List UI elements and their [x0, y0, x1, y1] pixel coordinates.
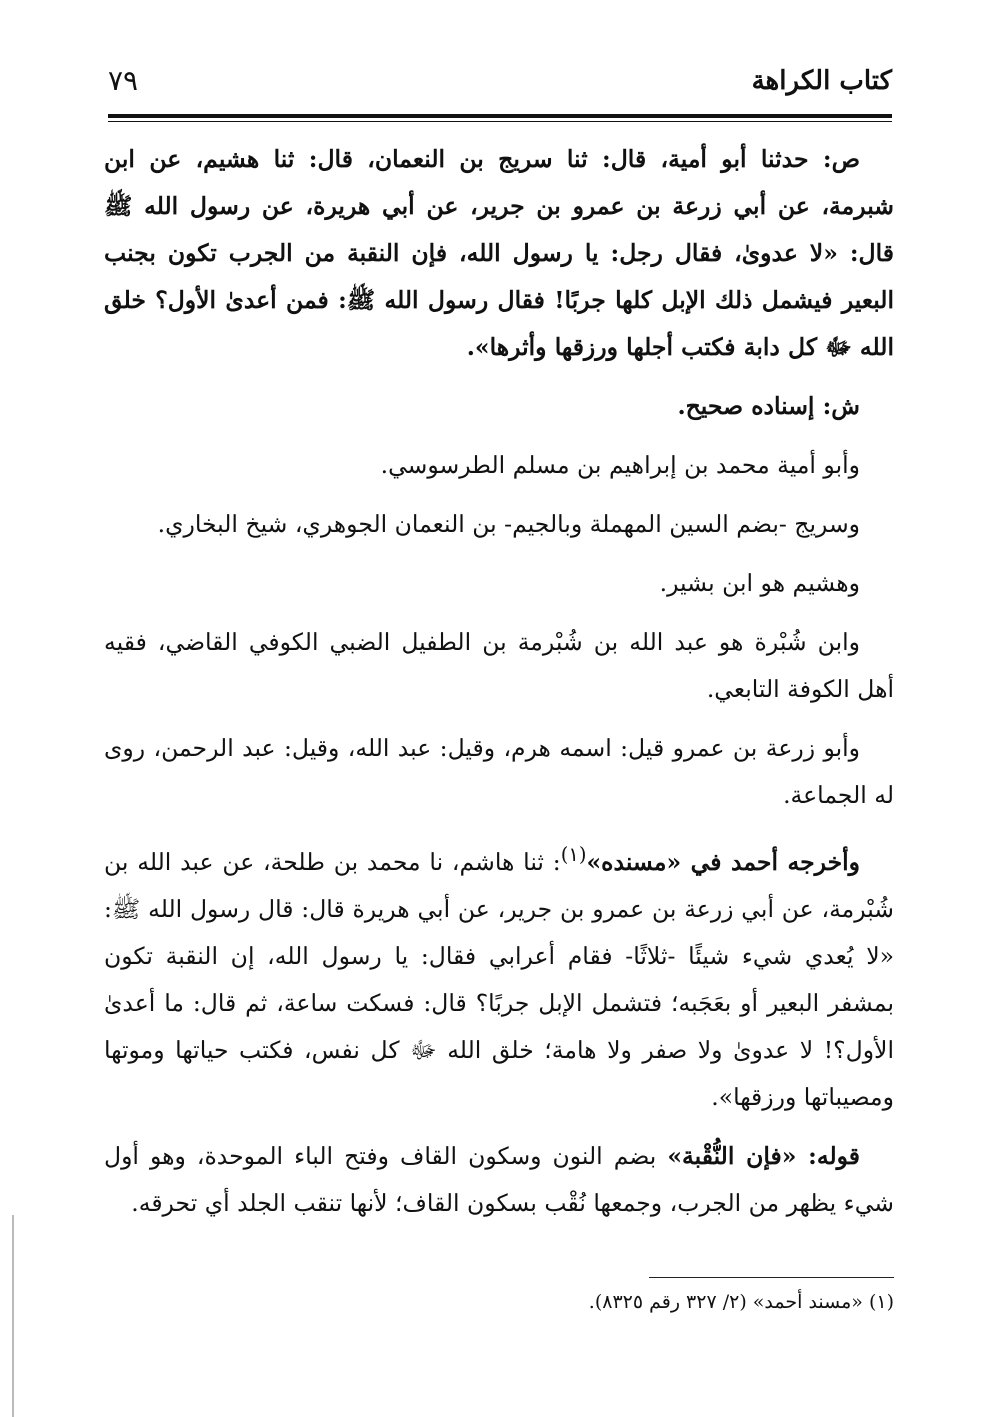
running-header — [108, 66, 892, 110]
takhrij-text: : ثنا هاشم، نا محمد بن طلحة، عن عبد الله بن شُبْرمة، عن أبي زرعة بن عمرو بن جرير، عن أبي هريرة قال: قال رسول الله ﷺ: «لا يُعدي شيء شيئًا -ثلاثًا- فقام أعرابي فقال: يا رسول الله، إن النقبة تكون بمشفر البعير أو بعَجَبه؛ فتشمل الإبل جربًا؟ قال: فسكت ساعة، ثم قال: ما أعدىٰ الأول؟! لا عدوىٰ ولا صفر ولا هامة؛ خلق الله ﷻ كل نفس، فكتب حياتها وموتها ومصيباتها ورزقها». — [104, 847, 894, 1111]
chapter-title: كتاب الكراهة — [751, 66, 892, 96]
footnote: (١) «مسند أحمد» (٢/ ٣٢٧ رقم ٨٣٢٥). — [588, 1291, 894, 1313]
gloss-paragraph — [104, 1133, 894, 1227]
commentary-opening: ش: إسناده صحيح. — [677, 392, 860, 420]
footnote-marker: (١) — [560, 843, 587, 866]
takhrij-paragraph — [104, 831, 894, 1121]
takhrij-lead: وأخرجه أحمد في «مسنده» — [586, 847, 860, 876]
page-number: ٧٩ — [108, 64, 139, 97]
narrator-note: وأبو زرعة بن عمرو قيل: اسمه هرم، وقيل: عبد الله، وقيل: عبد الرحمن، روى له الجماعة. — [104, 734, 894, 809]
header-rule-thin — [108, 121, 892, 122]
gloss-lead: قوله: «فإن النُّقْبة» — [667, 1141, 860, 1170]
hadith-paragraph: ص: حدثنا أبو أمية، قال: ثنا سريج بن النعمان، قال: ثنا هشيم، عن ابن شبرمة، عن أبي زرعة بن عمرو بن جرير، عن أبي هريرة، عن رسول الله ﷺ قال: «لا عدوىٰ، فقال رجل: يا رسول الله، فإن النقبة من الجرب تكون بجنب البعير فيشمل ذلك الإبل كلها جربًا! فقال رسول الله ﷺ: فمن أعدىٰ الأول؟ خلق الله ﷻ كل دابة فكتب أجلها ورزقها وأثرها». — [104, 145, 894, 361]
narrator-note: وسريج -بضم السين المهملة وبالجيم- بن النعمان الجوهري، شيخ البخاري. — [157, 510, 860, 538]
narrator-note: وأبو أمية محمد بن إبراهيم بن مسلم الطرسوسي. — [380, 451, 860, 479]
main-text — [104, 136, 894, 1239]
narrator-note: وهشيم هو ابن بشير. — [659, 569, 860, 597]
narrator-note: وابن شُبْرة هو عبد الله بن شُبْرمة بن الطفيل الضبي الكوفي القاضي، فقيه أهل الكوفة التابعي. — [104, 628, 894, 703]
scan-edge-line — [12, 1215, 14, 1417]
footnote-separator — [649, 1277, 894, 1278]
gloss-text: بضم النون وسكون القاف وفتح الباء الموحدة، وهو أول شيء يظهر من الجرب، وجمعها نُقْب بسكون القاف؛ لأنها تنقب الجلد أي تحرقه. — [104, 1141, 894, 1217]
header-rule-thick — [108, 114, 892, 118]
